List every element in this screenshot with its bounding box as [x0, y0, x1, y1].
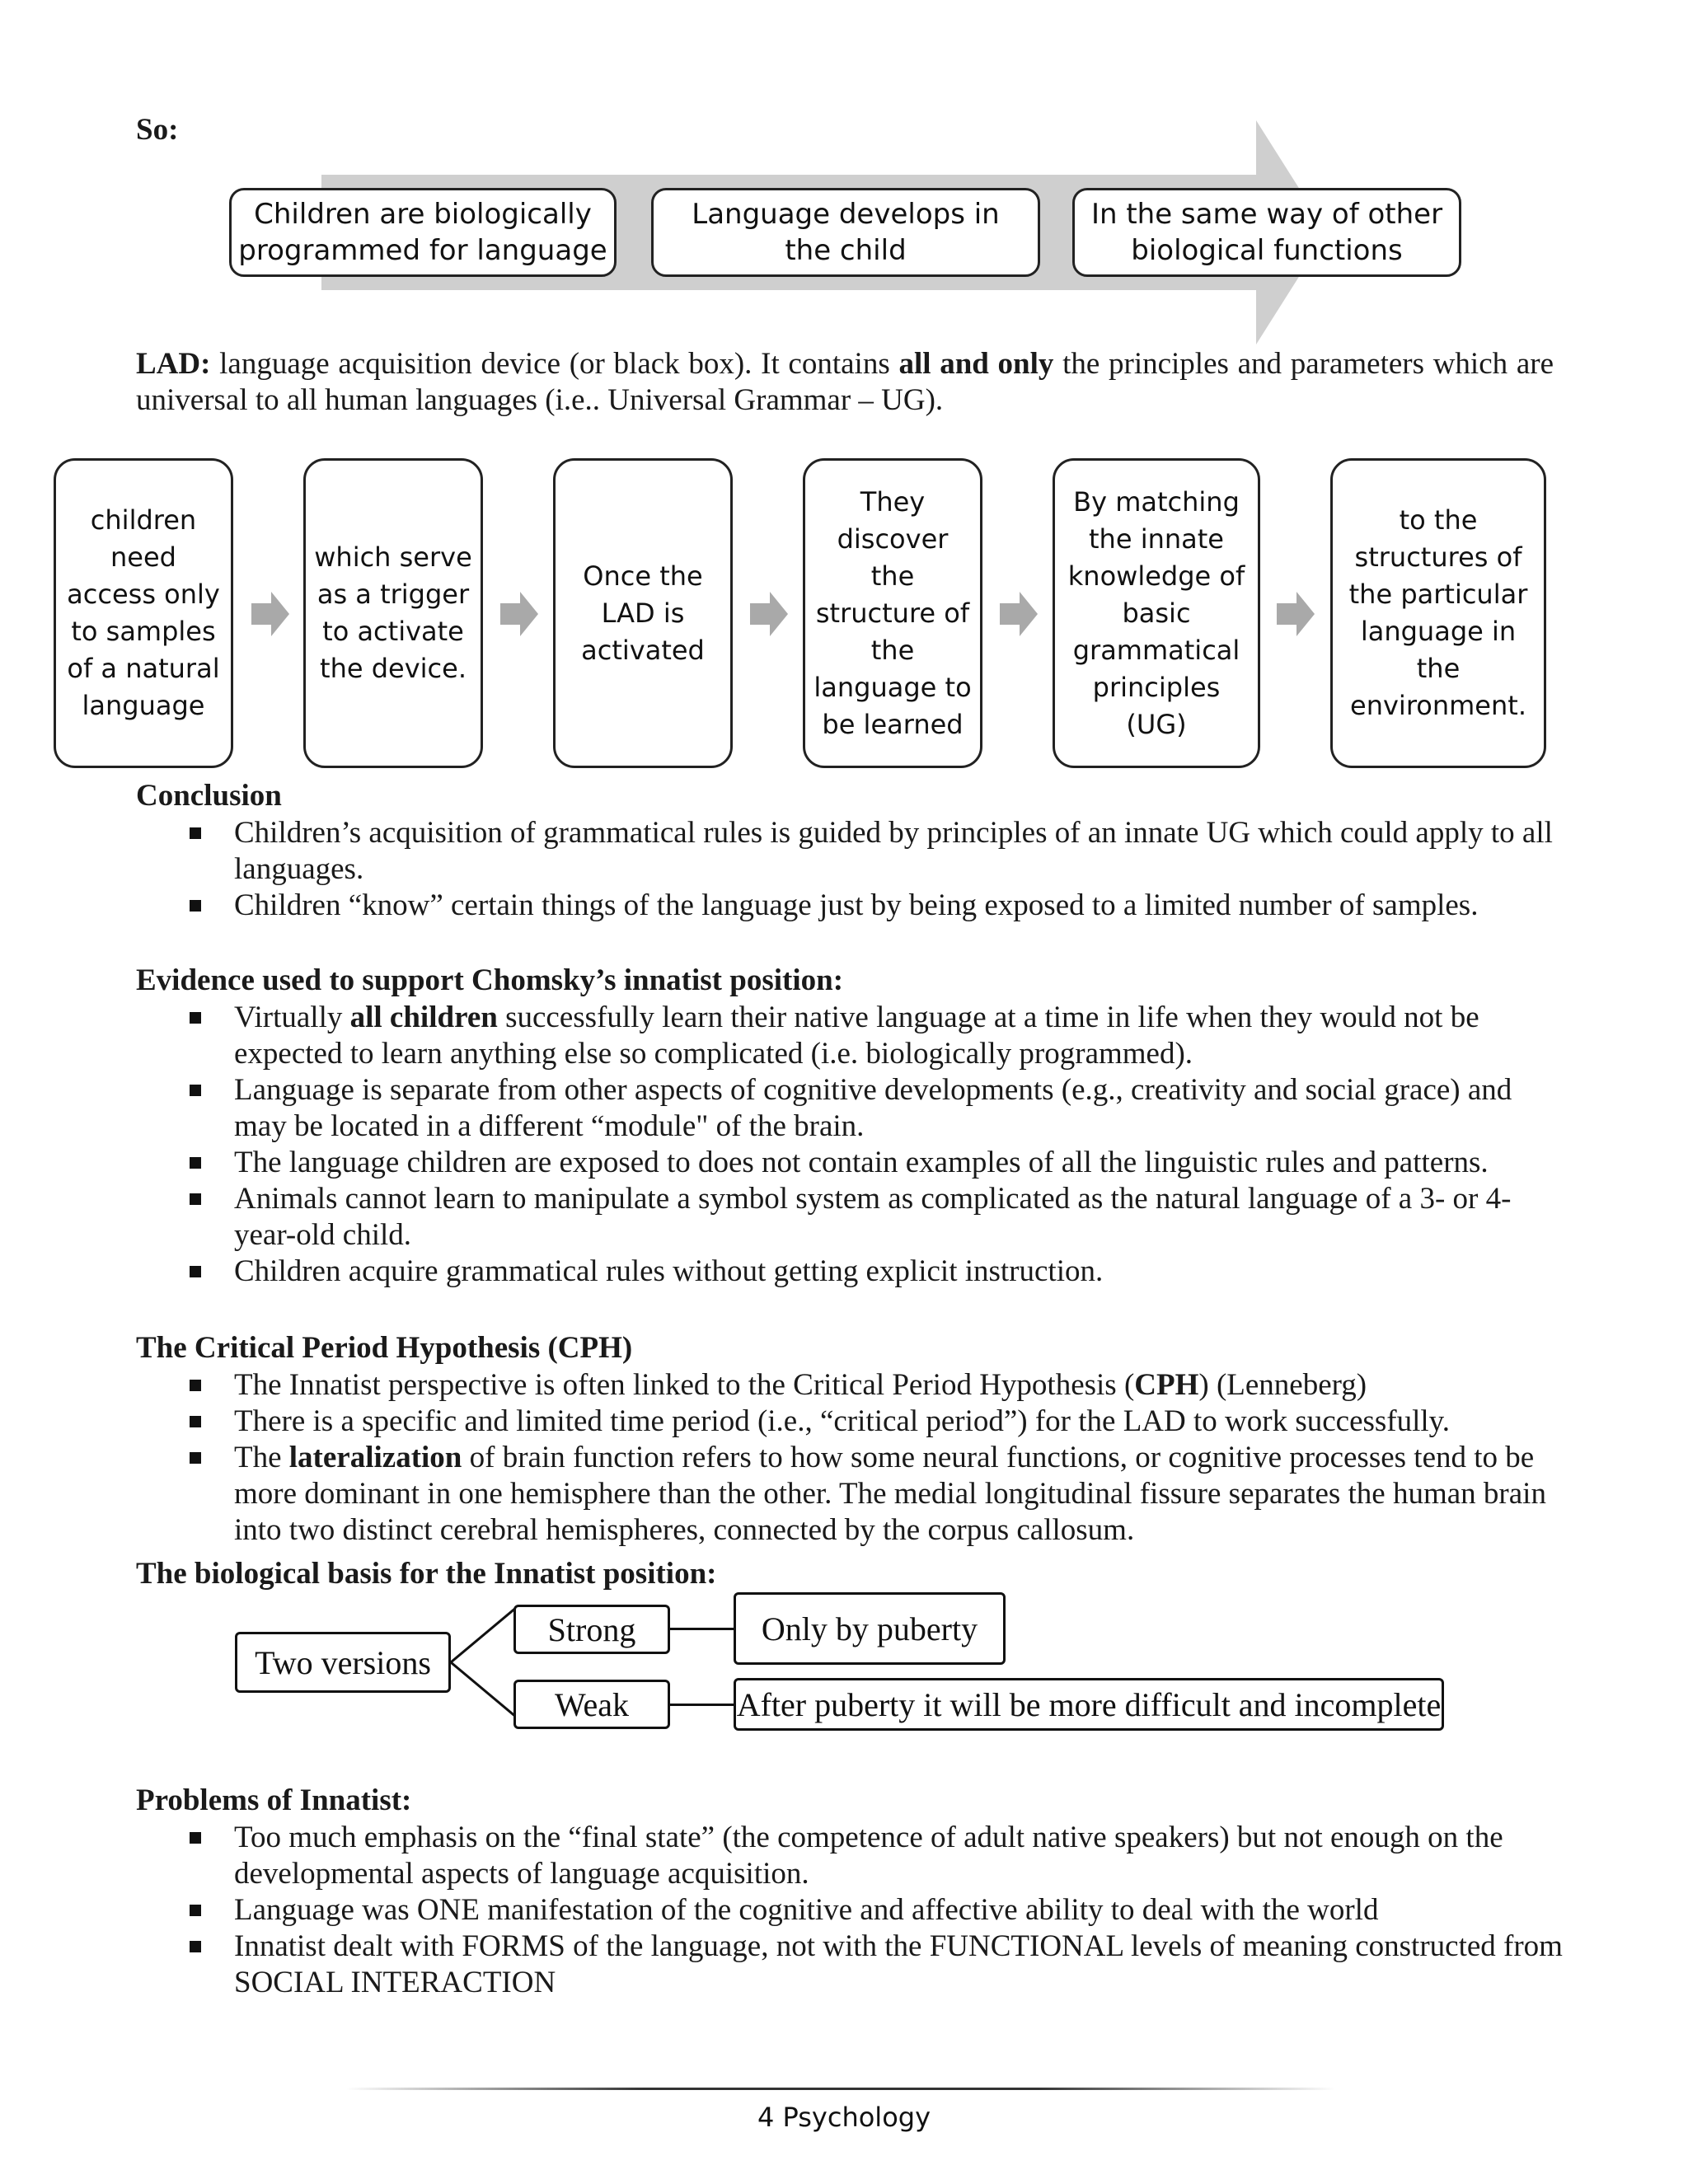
bullet-icon [190, 1012, 201, 1024]
cph-heading: The Critical Period Hypothesis (CPH) [136, 1331, 633, 1365]
cph-list [183, 1367, 1564, 1549]
bullet-icon [190, 1416, 201, 1427]
list-item-text: The language children are exposed to does not contain examples of all the linguistic rules and patterns. [234, 1146, 1489, 1179]
arrow-right-icon [1000, 592, 1038, 636]
process-step-text: They discover the structure of the language to be learned [814, 485, 972, 740]
list-item-emphasis: CPH [1134, 1368, 1199, 1402]
list-item [183, 1440, 1564, 1549]
bullet-icon [190, 1380, 201, 1391]
bullet-icon [190, 1193, 201, 1205]
evidence-list [183, 1000, 1564, 1290]
conclusion-list [183, 815, 1564, 924]
process-step-6 [1330, 458, 1546, 768]
process-step-3 [553, 458, 733, 768]
list-item-text: Animals cannot learn to manipulate a symbol system as complicated as the natural language of a 3- or 4-year-old child. [234, 1182, 1512, 1252]
two-versions-node: Two versions [235, 1632, 451, 1693]
process-step-text: to the structures of the particular language in the environment. [1348, 504, 1528, 721]
biological-heading: The biological basis for the Innatist position: [136, 1557, 717, 1591]
list-item [183, 1181, 1564, 1254]
list-item-text: The Innatist perspective is often linked to the Critical Period Hypothesis ( [234, 1368, 1135, 1402]
flow-box-text: Children are biologically programmed for language [238, 198, 607, 267]
list-item-text: Language was ONE manifestation of the cognitive and affective ability to deal with the world [234, 1893, 1379, 1927]
list-item-text: Children acquire grammatical rules without getting explicit instruction. [234, 1254, 1104, 1288]
page-footer: 4 Psychology [757, 2102, 931, 2133]
flow-box-language-develops [651, 188, 1040, 277]
lad-definition [136, 346, 1554, 419]
bullet-icon [190, 1832, 201, 1844]
list-item-emphasis: lateralization [288, 1441, 462, 1474]
arrow-right-icon [1277, 592, 1315, 636]
conclusion-heading: Conclusion [136, 779, 282, 813]
list-item [183, 1892, 1564, 1929]
lad-emphasis: all and only [898, 347, 1054, 381]
strong-detail-node: Only by puberty [734, 1592, 1006, 1665]
so-label: So: [136, 113, 179, 147]
process-step-5 [1053, 458, 1260, 768]
list-item-text: ) (Lenneberg) [1198, 1368, 1367, 1402]
list-item [183, 815, 1564, 888]
list-item-emphasis: all children [349, 1001, 498, 1034]
bullet-icon [190, 1905, 201, 1916]
flow-box-biological-functions [1072, 188, 1461, 277]
footer-divider [346, 2088, 1335, 2090]
branch-connector [451, 1607, 517, 1718]
list-item-text: Children’s acquisition of grammatical rules is guided by principles of an innate UG which could apply to all languages. [234, 816, 1553, 886]
process-step-text: By matching the innate knowledge of basic grammatical principles (UG) [1067, 485, 1245, 740]
bullet-icon [190, 1452, 201, 1464]
process-step-text: which serve as a trigger to activate the device. [314, 541, 472, 684]
list-item-text: successfully learn their native language at a time in life when they would not be expected to learn anything else so complicated (i.e. biologically programmed). [234, 1001, 1479, 1071]
list-item [183, 1254, 1564, 1290]
weak-node: Weak [513, 1680, 670, 1729]
list-item-text: There is a specific and limited time period (i.e., “critical period”) for the LAD to work successfully. [234, 1404, 1451, 1438]
bullet-icon [190, 1941, 201, 1952]
process-step-1 [54, 458, 233, 768]
flow-box-biologically-programmed [229, 188, 617, 277]
arrow-right-icon [500, 592, 538, 636]
flow-box-text: In the same way of other biological functions [1090, 198, 1443, 267]
list-item-text: Language is separate from other aspects of cognitive developments (e.g., creativity and social grace) and may be located in a different “module" of the brain. [234, 1073, 1512, 1143]
bullet-icon [190, 1266, 201, 1277]
lad-text: the principles and parameters which are universal to all human languages (i.e.. Universal Grammar – UG). [136, 347, 1554, 417]
flow-box-text: Language develops in the child [692, 198, 1000, 267]
bullet-icon [190, 1157, 201, 1169]
arrow-right-icon [750, 592, 788, 636]
list-item-text: Innatist dealt with FORMS of the language, not with the FUNCTIONAL levels of meaning constructed from SOCIAL INTERACTION [234, 1929, 1563, 1999]
list-item-text: The [234, 1441, 289, 1474]
list-item [183, 1404, 1564, 1440]
list-item-text: of brain function refers to how some neural functions, or cognitive processes tend to be more dominant in one hemisphere than the other. The medial longitudinal fissure separates the human brain into two distinct cerebral hemispheres, connected by the corpus callosum. [234, 1441, 1546, 1547]
list-item-text: Children “know” certain things of the language just by being exposed to a limited number of samples. [234, 888, 1479, 922]
weak-detail-node: After puberty it will be more difficult and incomplete [734, 1678, 1444, 1731]
problems-heading: Problems of Innatist: [136, 1783, 412, 1817]
list-item [183, 1367, 1564, 1404]
lad-text: language acquisition device (or black box). It contains [210, 347, 899, 381]
arrow-right-icon [251, 592, 289, 636]
bullet-icon [190, 1085, 201, 1096]
evidence-heading: Evidence used to support Chomsky’s innatist position: [136, 963, 844, 997]
problems-list [183, 1820, 1564, 2001]
list-item [183, 1929, 1564, 2001]
strong-node: Strong [513, 1605, 670, 1654]
strong-connector [670, 1628, 734, 1630]
list-item [183, 888, 1564, 924]
process-step-text: children need access only to samples of a natural language [67, 504, 220, 721]
list-item [183, 1000, 1564, 1072]
bullet-icon [190, 900, 201, 912]
lad-term: LAD: [136, 347, 211, 381]
list-item [183, 1072, 1564, 1145]
weak-connector [670, 1704, 734, 1706]
list-item [183, 1145, 1564, 1181]
process-step-text: Once the LAD is activated [581, 560, 705, 666]
list-item-text: Virtually [234, 1001, 350, 1034]
bullet-icon [190, 827, 201, 839]
list-item-text: Too much emphasis on the “final state” (the competence of adult native speakers) but not enough on the developmental aspects of language acquisition. [234, 1821, 1503, 1891]
process-step-2 [303, 458, 483, 768]
process-step-4 [803, 458, 982, 768]
list-item [183, 1820, 1564, 1892]
